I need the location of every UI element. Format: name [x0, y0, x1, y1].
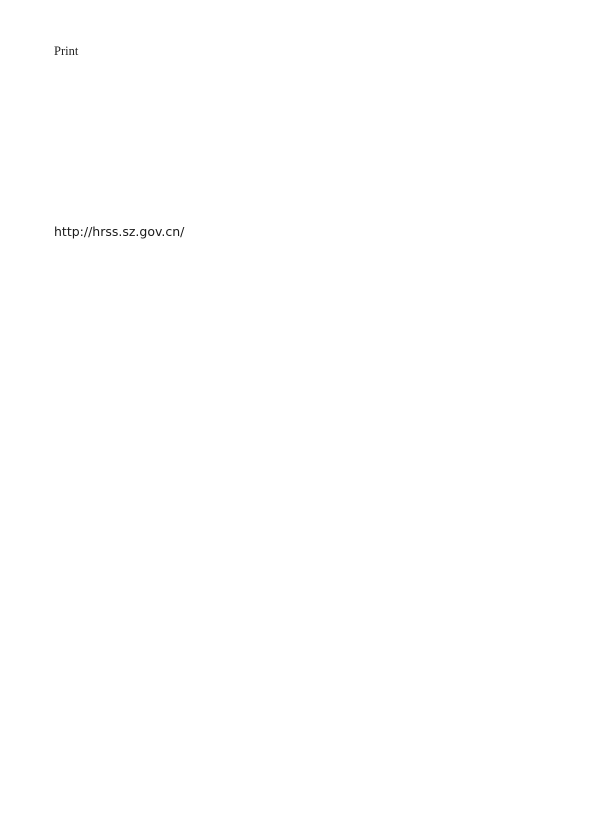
paragraph	[54, 453, 546, 472]
paragraph	[54, 387, 546, 406]
word-count	[54, 552, 546, 571]
print-link[interactable]: Print	[54, 44, 79, 58]
paragraph	[54, 123, 546, 142]
paragraph	[54, 486, 546, 505]
paragraph	[54, 156, 546, 175]
article-body	[54, 123, 546, 538]
paragraph: http://hrss.sz.gov.cn/	[54, 224, 185, 239]
page-title	[54, 81, 546, 105]
paragraph	[54, 354, 546, 373]
section-heading	[54, 189, 546, 208]
paragraph	[54, 420, 546, 439]
paragraph	[54, 321, 546, 340]
paragraph	[54, 288, 546, 307]
paragraph	[54, 519, 546, 538]
section-heading	[54, 255, 546, 274]
